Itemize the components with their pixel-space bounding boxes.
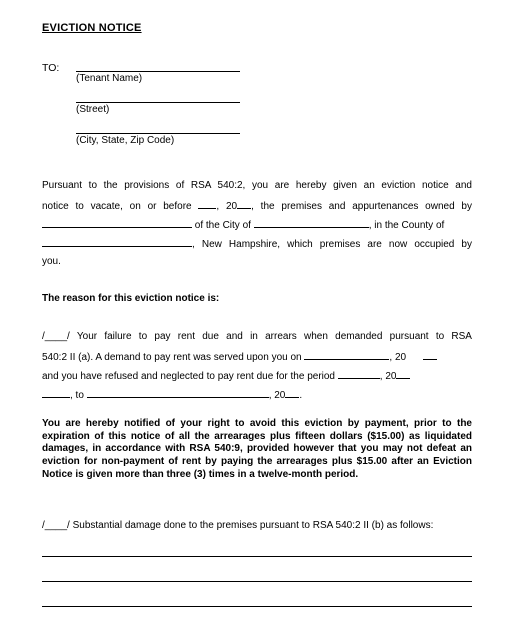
demand-year-field[interactable] <box>423 350 437 360</box>
period-end-year-prefix: , 20 <box>268 390 286 401</box>
demand-year-prefix: , 20 <box>389 352 407 363</box>
pursuant-line-2 <box>42 199 472 212</box>
reason1-line-3 <box>42 369 472 382</box>
pursuant-text: Pursuant to the provisions of RSA 540:2, you are hereby given an eviction notice and <box>42 180 472 191</box>
city-state-zip-label: (City, State, Zip Code) <box>76 135 175 146</box>
period-start-field[interactable] <box>338 369 380 379</box>
city-of-label: of the City of <box>194 220 251 231</box>
reason-heading: The reason for this eviction notice is: <box>42 293 220 304</box>
city-field[interactable] <box>254 218 369 228</box>
damage-description-line-2[interactable] <box>42 581 472 582</box>
period-end-period: . <box>299 390 303 401</box>
pursuant-line-4 <box>42 237 472 250</box>
pursuant-line-5 <box>42 256 472 267</box>
reason2-checkbox[interactable]: /____/ <box>42 520 70 531</box>
reason1-checkbox[interactable]: /____/ <box>42 331 70 342</box>
pursuant-line-3 <box>42 218 472 231</box>
county-of-label: , in the County of <box>368 220 445 231</box>
reason1-text: Your failure to pay rent due and in arrears when demanded pursuant to RSA <box>76 331 472 342</box>
to-label: TO: <box>42 62 60 74</box>
reason2-line <box>42 520 472 531</box>
damage-description-line-3[interactable] <box>42 606 472 607</box>
tenant-name-field[interactable] <box>76 71 240 72</box>
demand-served-label: 540:2 II (a). A demand to pay rent was served upon you on <box>42 352 302 363</box>
period-end-field[interactable] <box>87 388 269 398</box>
year-prefix: , 20 <box>216 201 238 212</box>
pursuant-line-1 <box>42 180 472 191</box>
pursuant-end: you. <box>42 256 61 267</box>
street-field[interactable] <box>76 102 240 103</box>
reason1-line-4 <box>42 388 472 401</box>
period-start-day-field[interactable] <box>42 388 70 398</box>
reason2-text: Substantial damage done to the premises pursuant to RSA 540:2 II (b) as follows: <box>72 520 434 531</box>
vacate-year-field[interactable] <box>237 199 251 209</box>
damage-description-line-1[interactable] <box>42 556 472 557</box>
city-state-zip-field[interactable] <box>76 133 240 134</box>
period-start-year-field[interactable] <box>396 369 410 379</box>
period-end-year-field[interactable] <box>285 388 299 398</box>
reason1-line-2 <box>42 350 472 363</box>
premises-owned-label: , the premises and appurtenances owned by <box>251 201 472 212</box>
period-label: and you have refused and neglected to pay rent due for the period <box>42 371 335 382</box>
tenant-name-label: (Tenant Name) <box>76 73 143 84</box>
payment-notice-paragraph: You are hereby notified of your right to avoid this eviction by payment, prior to the expiration of this notice of all the arrearages plus fifteen dollars ($15.00) as liquidated damages, in accordance with RSA 540:9, provided however that you may not defeat an eviction for non-payment of rent by paying the arrearages plus $15.00 after an Eviction Notice is given more than three (3) times in a twelve-month period. <box>42 418 472 480</box>
period-to-label: , to <box>70 390 84 401</box>
on-or-before-label: notice to vacate, on or before <box>42 201 192 212</box>
owner-name-field[interactable] <box>42 218 192 228</box>
demand-date-field[interactable] <box>304 350 389 360</box>
period-start-year-prefix: , 20 <box>379 371 397 382</box>
street-label: (Street) <box>76 104 110 115</box>
reason1-line-1 <box>42 331 472 342</box>
new-hampshire-label: , New Hampshire, which premises are now occupied by <box>192 239 472 250</box>
document-title: EVICTION NOTICE <box>42 22 142 34</box>
county-field[interactable] <box>42 237 192 247</box>
vacate-date-field[interactable] <box>198 199 216 209</box>
